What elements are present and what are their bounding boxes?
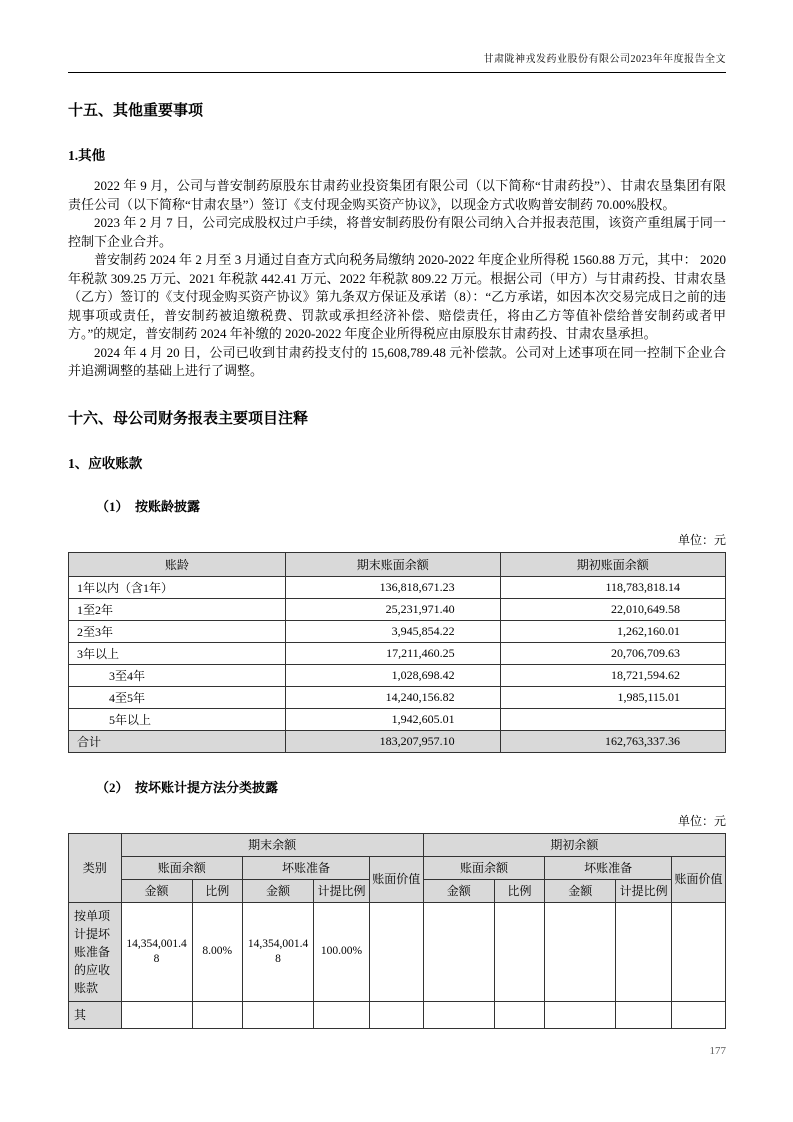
col-header-bad-debt-provision: 坏账准备 <box>243 856 370 879</box>
col-header-category: 类别 <box>69 833 122 902</box>
col-header-ratio: 比例 <box>494 879 545 902</box>
category-cell: 按单项计提坏账准备的应收账款 <box>69 902 122 1001</box>
value-cell: 14,354,001.48 <box>121 902 192 1001</box>
value-cell: 8.00% <box>192 902 243 1001</box>
section-15-subtitle: 1.其他 <box>68 148 106 163</box>
aging-row <box>69 620 726 642</box>
ending-balance-cell: 25,231,971.40 <box>285 598 500 620</box>
document-title: 甘肃陇神戎发药业股份有限公司2023年年度报告全文 <box>483 54 726 65</box>
beginning-balance-cell: 20,706,709.63 <box>500 642 725 664</box>
col-header-aging: 账龄 <box>69 552 286 576</box>
provision-header-row-1 <box>69 833 726 856</box>
col-header-book-value: 账面价值 <box>369 856 423 902</box>
aging-label-cell: 2至3年 <box>69 620 286 642</box>
aging-row <box>69 664 726 686</box>
page-number: 177 <box>709 1044 726 1057</box>
col-header-ending-balance: 期末账面余额 <box>285 552 500 576</box>
col-header-book-balance: 账面余额 <box>121 856 243 879</box>
col-header-beginning-group: 期初余额 <box>423 833 725 856</box>
col-header-amount: 金额 <box>545 879 616 902</box>
value-cell <box>545 1001 616 1028</box>
ending-balance-cell: 1,028,698.42 <box>285 664 500 686</box>
paragraph: 2022 年 9 月，公司与普安制药原股东甘肃药业投资集团有限公司（以下简称“甘肃药投”）、甘肃农垦集团有限责任公司（以下简称“甘肃农垦”）签订《支付现金购买资产协议》，以现金方式收购普安制药 70.00%股权。 <box>68 178 726 212</box>
category-cell: 其 <box>69 1001 122 1028</box>
value-cell <box>494 1001 545 1028</box>
value-cell <box>121 1001 192 1028</box>
beginning-balance-cell: 118,783,818.14 <box>500 576 725 598</box>
value-cell: 100.00% <box>314 902 370 1001</box>
aging-label-cell: 5年以上 <box>69 708 286 730</box>
aging-label-cell: 3至4年 <box>69 664 286 686</box>
value-cell <box>243 1001 314 1028</box>
value-cell <box>192 1001 243 1028</box>
value-cell <box>369 1001 423 1028</box>
unit-label: 单位：元 <box>677 813 726 828</box>
ending-balance-cell: 1,942,605.01 <box>285 708 500 730</box>
col-header-book-value: 账面价值 <box>672 856 726 902</box>
section-16-subtitle: 1、应收账款 <box>68 455 143 471</box>
provision-header-row-2 <box>69 856 726 879</box>
aging-label-cell: 1至2年 <box>69 598 286 620</box>
col-header-beginning-balance: 期初账面余额 <box>500 552 725 576</box>
aging-row <box>69 576 726 598</box>
aging-disclosure-title: （1） 按账龄披露 <box>96 498 201 514</box>
beginning-balance-cell <box>500 708 725 730</box>
paragraph: 普安制药 2024 年 2 月至 3 月通过自查方式向税务局缴纳 2020-2022 年度企业所得税 1560.88 万元，其中： 2020 年税款 309.25 万元、2021 年税款 442.41 万元、2022 年税款 809.22 万元。根据公司（甲方）与甘肃药投、甘肃农垦（乙方）签订的《支付现金购买资产协议》第九条双方保证及承诺（8）：“乙方承诺，如因本次交易完成日之前的违规事项或责任，普安制药被追缴税费、罚款或承担经济补偿、赔偿责任，将由乙方等值补偿给普安制药或者甲方。”的规定，普安制药 2024 年补缴的 2020-2022 年度企业所得税应由原股东甘肃药投、甘肃农垦承担。 <box>68 252 726 341</box>
provision-row <box>69 902 726 1001</box>
col-header-amount: 金额 <box>121 879 192 902</box>
aging-table <box>68 552 726 753</box>
aging-row <box>69 686 726 708</box>
bad-debt-method-title: （2） 按坏账计提方法分类披露 <box>96 779 279 795</box>
col-header-provision-ratio: 计提比例 <box>314 879 370 902</box>
value-cell <box>616 1001 672 1028</box>
ending-balance-cell: 14,240,156.82 <box>285 686 500 708</box>
ending-balance-cell: 136,818,671.23 <box>285 576 500 598</box>
aging-label-cell: 1年以内（含1年） <box>69 576 286 598</box>
beginning-balance-cell: 18,721,594.62 <box>500 664 725 686</box>
value-cell <box>672 1001 726 1028</box>
beginning-balance-cell: 1,985,115.01 <box>500 686 725 708</box>
section-15-title: 十五、其他重要事项 <box>68 103 204 119</box>
provision-row <box>69 1001 726 1028</box>
value-cell <box>369 902 423 1001</box>
paragraph: 2023 年 2 月 7 日，公司完成股权过户手续，将普安制药股份有限公司纳入合并报表范围，该资产重组属于同一控制下企业合并。 <box>68 215 726 249</box>
other-paragraphs <box>68 177 726 381</box>
value-cell <box>545 902 616 1001</box>
col-header-bad-debt-provision: 坏账准备 <box>545 856 672 879</box>
section-16-title: 十六、母公司财务报表主要项目注释 <box>68 410 309 427</box>
aging-label-cell: 4至5年 <box>69 686 286 708</box>
aging-row <box>69 642 726 664</box>
value-cell <box>616 902 672 1001</box>
col-header-amount: 金额 <box>243 879 314 902</box>
bad-debt-method-table <box>68 833 726 1029</box>
ending-balance-cell: 183,207,957.10 <box>285 730 500 752</box>
aging-total-row <box>69 730 726 752</box>
paragraph: 2024 年 4 月 20 日，公司已收到甘肃药投支付的 15,608,789.48 元补偿款。公司对上述事项在同一控制下企业合并追溯调整的基础上进行了调整。 <box>68 344 726 378</box>
aging-row <box>69 708 726 730</box>
value-cell <box>423 902 494 1001</box>
unit-label: 单位：元 <box>677 532 726 547</box>
value-cell <box>314 1001 370 1028</box>
col-header-provision-ratio: 计提比例 <box>616 879 672 902</box>
document-header <box>68 50 726 73</box>
aging-label-cell: 合计 <box>69 730 286 752</box>
aging-label-cell: 3年以上 <box>69 642 286 664</box>
beginning-balance-cell: 162,763,337.36 <box>500 730 725 752</box>
provision-table-body <box>69 902 726 1028</box>
aging-header-row <box>69 552 726 576</box>
value-cell <box>494 902 545 1001</box>
col-header-book-balance: 账面余额 <box>423 856 545 879</box>
col-header-ratio: 比例 <box>192 879 243 902</box>
value-cell: 14,354,001.48 <box>243 902 314 1001</box>
beginning-balance-cell: 1,262,160.01 <box>500 620 725 642</box>
value-cell <box>423 1001 494 1028</box>
value-cell <box>672 902 726 1001</box>
ending-balance-cell: 17,211,460.25 <box>285 642 500 664</box>
aging-row <box>69 598 726 620</box>
ending-balance-cell: 3,945,854.22 <box>285 620 500 642</box>
aging-table-body <box>69 576 726 752</box>
col-header-ending-group: 期末余额 <box>121 833 423 856</box>
beginning-balance-cell: 22,010,649.58 <box>500 598 725 620</box>
col-header-amount: 金额 <box>423 879 494 902</box>
